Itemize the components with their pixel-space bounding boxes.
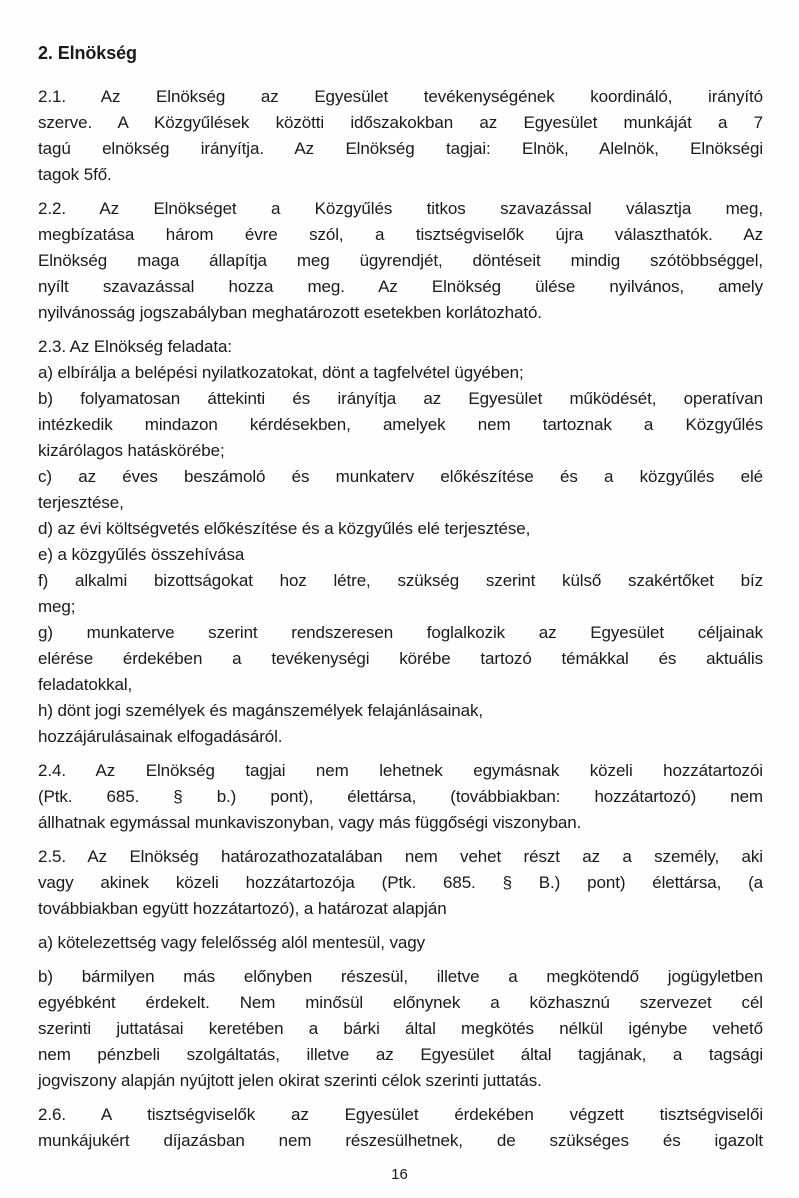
text-line: e) a közgyűlés összehívása (38, 545, 245, 564)
text-line: hozzájárulásainak elfogadásáról. (38, 727, 283, 746)
text-line: nem pénzbeli szolgáltatás, illetve az Egyesület által tagjának, a tagsági (38, 1045, 763, 1064)
text-line: 2.5. Az Elnökség határozathozatalában nem vehet részt az a személy, aki (38, 847, 763, 866)
page-number: 16 (391, 1166, 408, 1183)
text-line: jogviszony alapján nyújtott jelen okirat szerinti célok szerinti juttatás. (38, 1071, 542, 1090)
text-line: intézkedik mindazon kérdésekben, amelyek nem tartoznak a Közgyűlés (38, 415, 763, 434)
text-line: Elnökség maga állapítja meg ügyrendjét, döntéseit mindig szótöbbséggel, (38, 251, 763, 270)
text-line: tagú elnökség irányítja. Az Elnökség tagjai: Elnök, Alelnök, Elnökségi (38, 139, 763, 158)
text-line: f) alkalmi bizottságokat hoz létre, szükség szerint külső szakértőket bíz (38, 571, 763, 590)
text-line: 2.2. Az Elnökséget a Közgyűlés titkos szavazással választja meg, (38, 199, 763, 218)
text-line: állhatnak egymással munkaviszonyban, vagy más függőségi viszonyban. (38, 813, 582, 832)
para-2-1 (38, 84, 763, 188)
para-2-4 (38, 758, 763, 836)
text-line: b) folyamatosan áttekinti és irányítja az Egyesület működését, operatívan (38, 389, 763, 408)
text-line: továbbiakban együtt hozzátartozó), a határozat alapján (38, 899, 447, 918)
text-line: g) munkaterve szerint rendszeresen foglalkozik az Egyesület céljainak (38, 623, 763, 642)
para-2-6 (38, 1102, 763, 1154)
text-line: elérése érdekében a tevékenységi körébe tartozó témákkal és aktuális (38, 649, 763, 668)
text-line: d) az évi költségvetés előkészítése és a közgyűlés elé terjesztése, (38, 519, 531, 538)
text-line: (Ptk. 685. § b.) pont), élettársa, (továbbiakban: hozzátartozó) nem (38, 787, 763, 806)
para-item-a (38, 930, 763, 956)
text-line: 2.1. Az Elnökség az Egyesület tevékenységének koordináló, irányító (38, 87, 763, 106)
text-line: a) elbírálja a belépési nyilatkozatokat, dönt a tagfelvétel ügyében; (38, 363, 524, 382)
text-line: terjesztése, (38, 493, 124, 512)
text-line: szerve. A Közgyűlések közötti időszakokban az Egyesület munkáját a 7 (38, 113, 763, 132)
text-line: munkájukért díjazásban nem részesülhetnek, de szükséges és igazolt (38, 1131, 763, 1150)
text-line: megbízatása három évre szól, a tisztségviselők újra választhatók. Az (38, 225, 763, 244)
text-line: meg; (38, 597, 76, 616)
text-line: 2.3. Az Elnökség feladata: (38, 337, 232, 356)
text-line: 2.6. A tisztségviselők az Egyesület érdekében végzett tisztségviselői (38, 1105, 763, 1124)
text-line: a) kötelezettség vagy felelősség alól mentesül, vagy (38, 933, 425, 952)
text-line: h) dönt jogi személyek és magánszemélyek felajánlásainak, (38, 701, 484, 720)
para-2-5 (38, 844, 763, 922)
text-line: szerinti juttatásai keretében a bárki által megkötés nélkül igénybe vehető (38, 1019, 763, 1038)
section-heading: 2. Elnökség (38, 43, 137, 63)
text-line: egyébként érdekelt. Nem minősül előnynek a közhasznú szervezet cél (38, 993, 763, 1012)
para-item-b (38, 964, 763, 1094)
text-line: feladatokkal, (38, 675, 133, 694)
text-line: nyílt szavazással hozza meg. Az Elnökség ülése nyilvános, amely (38, 277, 763, 296)
text-line: vagy akinek közeli hozzátartozója (Ptk. 685. § B.) pont) élettársa, (a (38, 873, 763, 892)
text-line: 2.4. Az Elnökség tagjai nem lehetnek egymásnak közeli hozzátartozói (38, 761, 763, 780)
paragraphs (38, 84, 763, 1154)
text-line: b) bármilyen más előnyben részesül, illetve a megkötendő jogügyletben (38, 967, 763, 986)
para-2-2 (38, 196, 763, 326)
text-line: c) az éves beszámoló és munkaterv előkészítése és a közgyűlés elé (38, 467, 763, 486)
para-2-3 (38, 334, 763, 750)
text-line: tagok 5fő. (38, 165, 112, 184)
text-line: nyilvánosság jogszabályban meghatározott esetekben korlátozható. (38, 303, 542, 322)
text-line: kizárólagos hatáskörébe; (38, 441, 225, 460)
